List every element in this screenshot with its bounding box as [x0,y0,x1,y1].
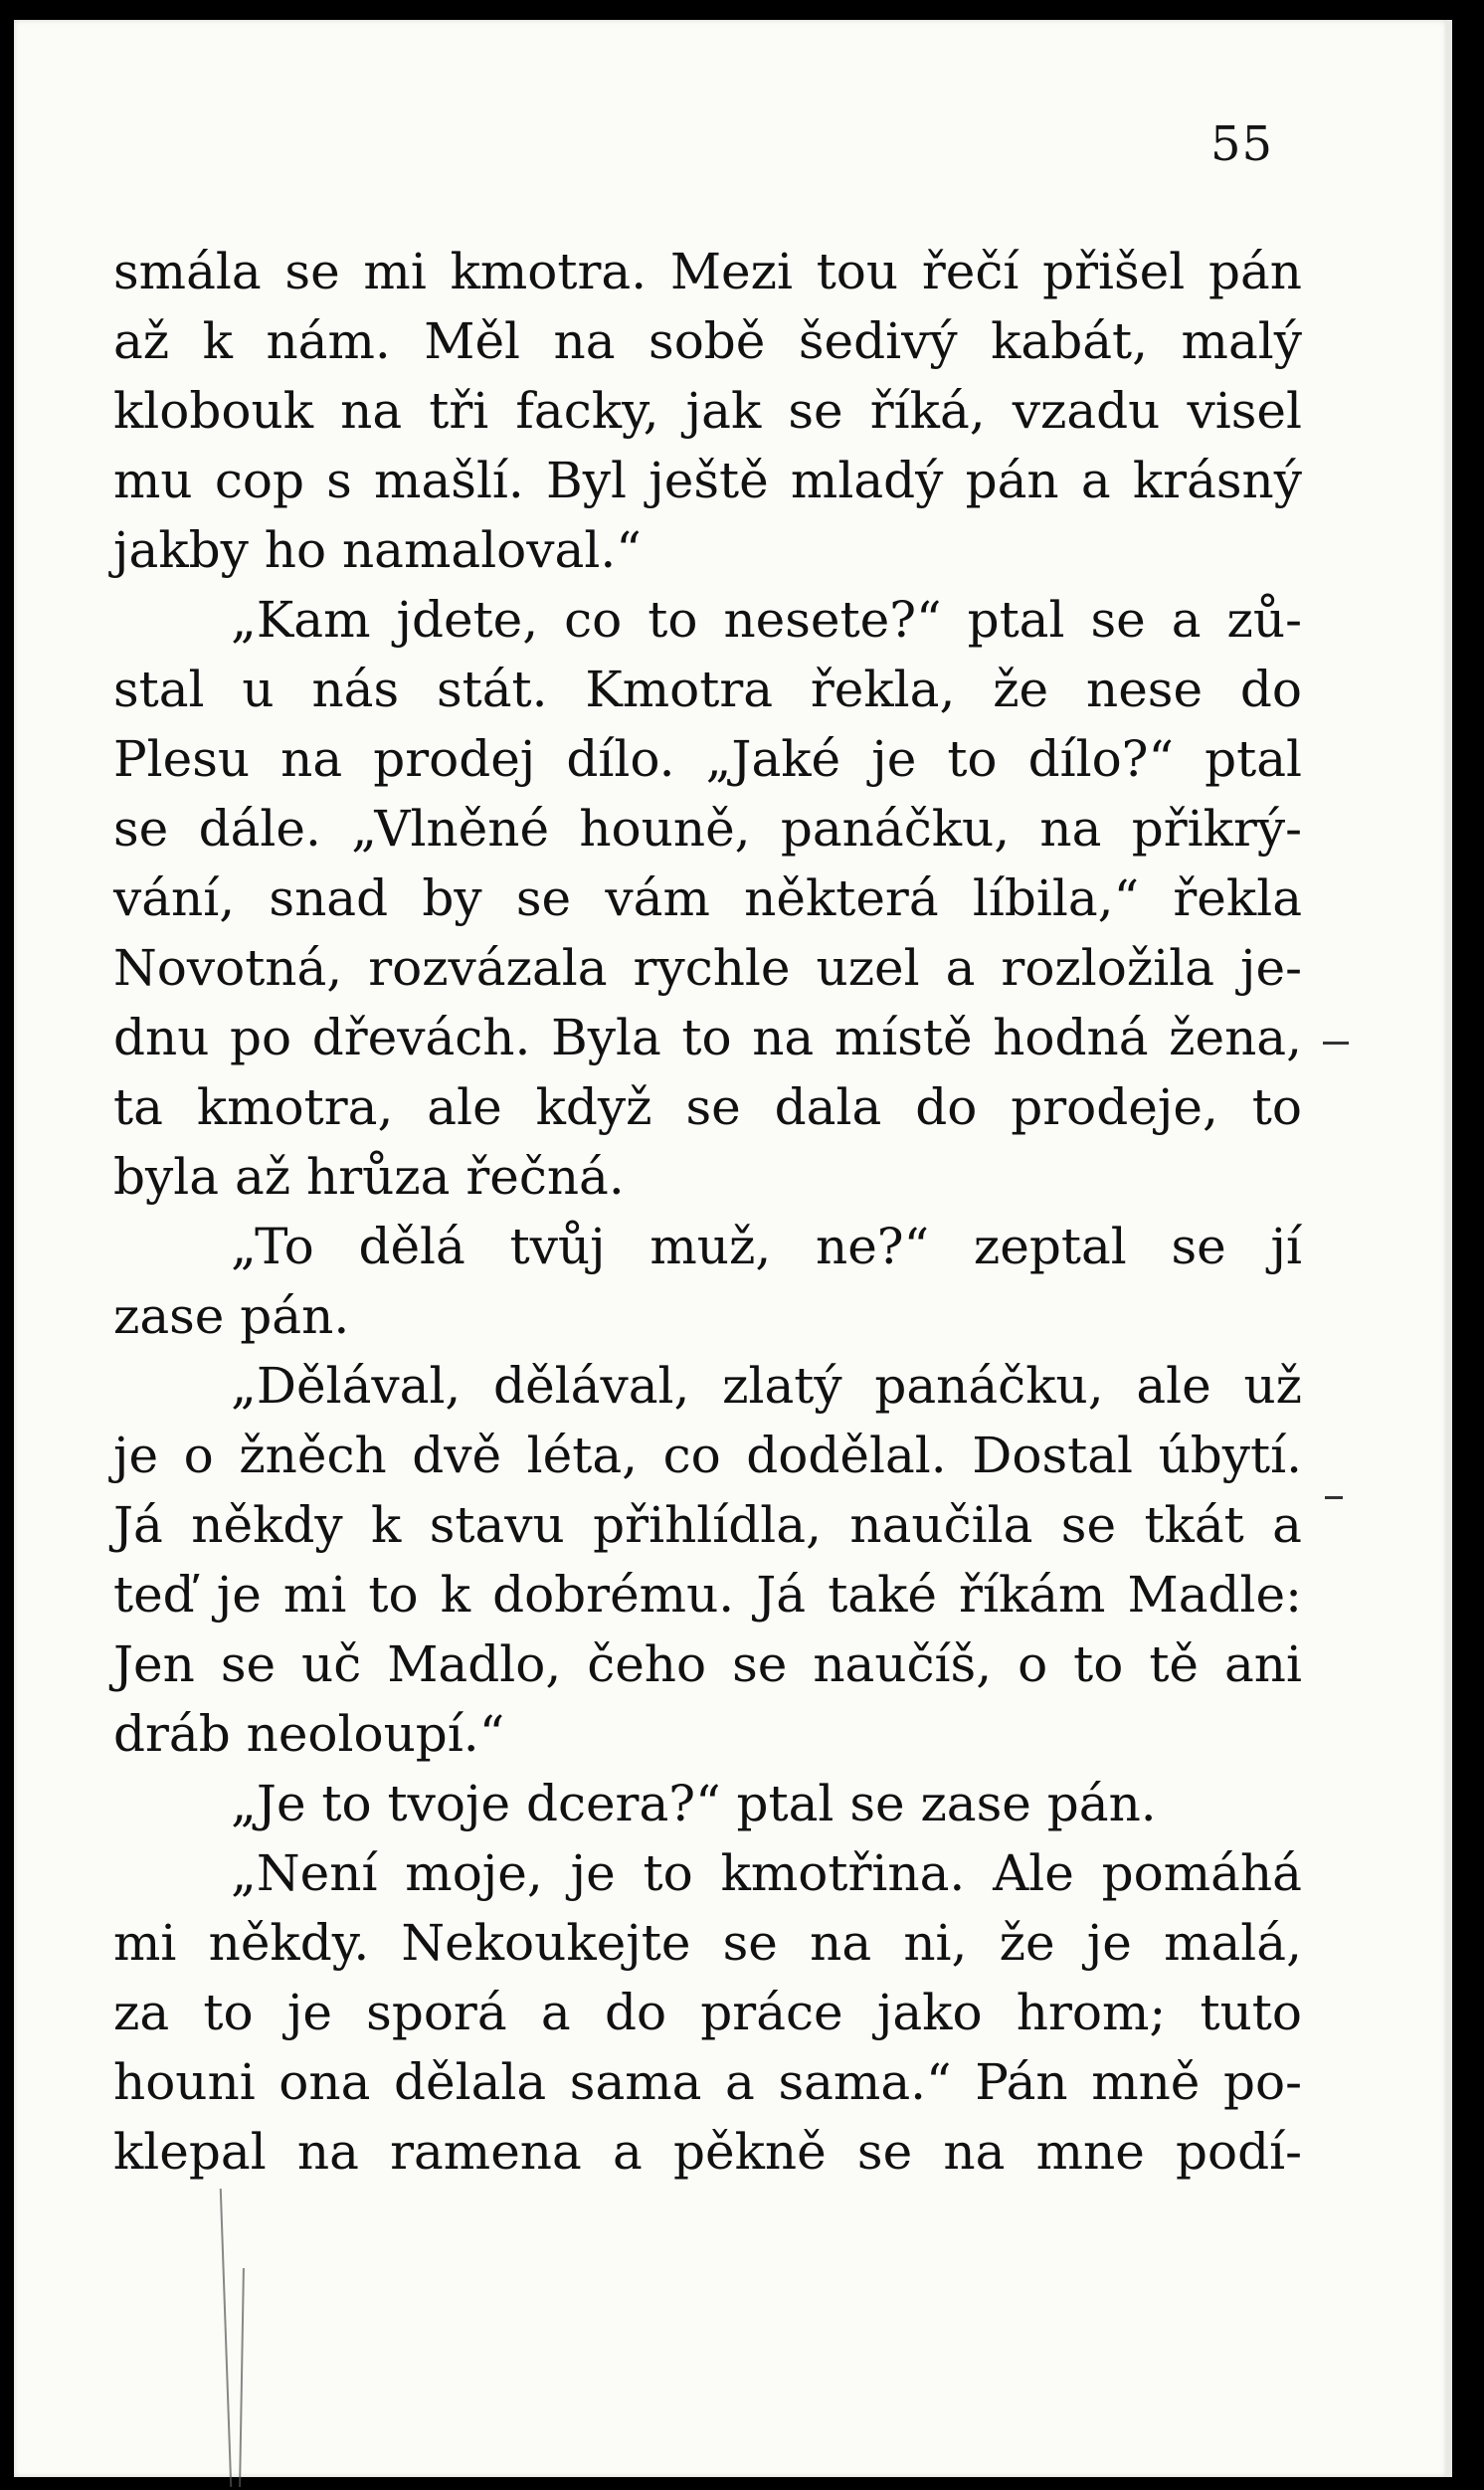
text-line: zase pán. [113,1287,350,1345]
text-line: „Je to tvoje dcera?“ ptal se zase pán. [231,1775,1157,1832]
text-line: ta kmotra, ale když se dala do prodeje, to [113,1078,1302,1136]
text-line: za to je sporá a do práce jako hrom; tuto [113,1984,1302,2041]
text-line: byla až hrůza řečná. [113,1148,625,1206]
book-page [14,20,1452,2477]
text-line: „Kam jdete, co to nesete?“ ptal se a zů- [231,591,1302,649]
gutter-scratch [239,2268,245,2487]
margin-mark [1325,1496,1343,1499]
text-line: se dále. „Vlněné houně, panáčku, na přikrý- [113,800,1302,858]
text-line: smála se mi kmotra. Mezi tou řečí přišel pán [113,243,1302,300]
text-line: Plesu na prodej dílo. „Jaké je to dílo?“ ptal [113,730,1302,788]
text-line: mi někdy. Nekoukejte se na ni, že je malá, [113,1914,1302,1972]
text-line: až k nám. Měl na sobě šedivý kabát, malý [113,312,1302,370]
text-line: „To dělá tvůj muž, ne?“ zeptal se jí [231,1218,1302,1275]
text-line: dnu po dřevách. Byla to na místě hodná žena, [113,1009,1302,1066]
margin-mark [1323,1042,1349,1045]
text-line: „Není moje, je to kmotřina. Ale pomáhá [231,1844,1302,1902]
text-line: teď je mi to k dobrému. Já také říkám Madle: [113,1566,1302,1624]
text-line: klobouk na tři facky, jak se říká, vzadu visel [113,382,1302,440]
text-line: dráb neoloupí.“ [113,1705,505,1763]
text-line: „Dělával, dělával, zlatý panáčku, ale už [231,1357,1302,1415]
text-line: Novotná, rozvázala rychle uzel a rozložila je- [113,939,1302,997]
gutter-scratch [220,2189,232,2487]
text-line: klepal na ramena a pěkně se na mne podí- [113,2123,1302,2181]
text-line: stal u nás stát. Kmotra řekla, že nese do [113,661,1302,718]
body-text [113,237,1302,2187]
text-line: jakby ho namaloval.“ [113,521,642,579]
text-line: Já někdy k stavu přihlídla, naučila se tkát a [113,1496,1302,1554]
text-line: mu cop s mašlí. Byl ještě mladý pán a krásný [113,452,1302,509]
text-line: houni ona dělala sama a sama.“ Pán mně po- [113,2053,1302,2111]
page-number: 55 [1210,116,1274,172]
text-line: Jen se uč Madlo, čeho se naučíš, o to tě ani [113,1635,1302,1693]
text-line: vání, snad by se vám některá líbila,“ řekla [113,869,1302,927]
text-line: je o žněch dvě léta, co dodělal. Dostal úbytí. [113,1427,1302,1484]
